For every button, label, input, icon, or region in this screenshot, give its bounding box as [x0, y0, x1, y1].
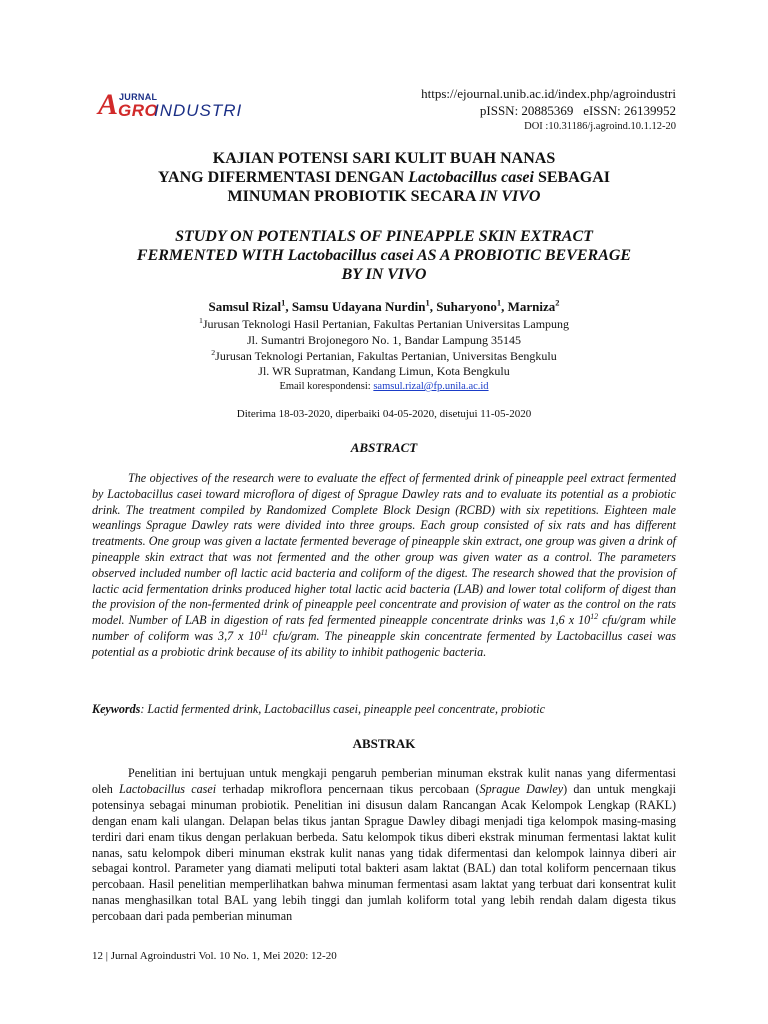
affiliations: [60, 317, 708, 380]
pissn: pISSN: 20885369: [479, 103, 574, 118]
author-affiliation-mark: 1: [425, 297, 430, 308]
affiliation-1: [60, 317, 708, 333]
title-id-in-vivo: IN VIVO: [479, 188, 541, 205]
abstrak-heading: ABSTRAK: [352, 736, 416, 751]
affiliation-2-mark: 2: [211, 347, 216, 357]
author-affiliation-mark: 2: [555, 297, 560, 308]
author-list: [60, 298, 708, 315]
title-id-line3: [60, 187, 708, 206]
title-id-species: Lactobacillus casei: [408, 169, 534, 186]
author-affiliation-mark: 1: [281, 297, 286, 308]
abstrak-body: [92, 766, 676, 925]
journal-header-info: [421, 85, 676, 134]
abstract-exponent-2: 11: [260, 627, 268, 637]
abstract-heading: ABSTRACT: [350, 440, 418, 455]
submission-dates: Diterima 18-03-2020, diperbaiki 04-05-2020, disetujui 11-05-2020: [236, 408, 532, 420]
journal-logo: [98, 84, 288, 128]
logo-jurnal-text: JURNAL: [119, 92, 158, 102]
eissn: eISSN: 26139952: [583, 103, 676, 118]
author-separator: ,: [285, 299, 292, 314]
journal-url[interactable]: https://ejournal.unib.ac.id/index.php/agroindustri: [421, 86, 676, 101]
keywords-label: Keywords: [92, 702, 141, 716]
keywords-text: : Lactid fermented drink, Lactobacillus casei, pineapple peel concentrate, probiotic: [140, 702, 545, 716]
email-label: Email korespondensi:: [279, 381, 374, 392]
title-en-line2: [60, 246, 708, 265]
affiliation-2-address: Jl. WR Supratman, Kandang Limun, Kota Bengkulu: [258, 364, 510, 379]
affiliation-1-mark: 1: [198, 316, 203, 325]
abstrak-text-part1: Penelitian ini bertujuan untuk mengkaji pengaruh pemberian minuman ekstrak kulit nanas yang difermentasi oleh: [92, 766, 676, 796]
title-id-line2-post: SEBAGAI: [533, 169, 611, 186]
title-indonesian: [60, 149, 708, 206]
affiliation-2-line1: Jurusan Teknologi Pertanian, Fakultas Pertanian, Universitas Bengkulu: [215, 348, 557, 363]
title-id-line3-pre: MINUMAN PROBIOTIK SECARA: [227, 188, 480, 205]
abstract-body: [92, 471, 676, 661]
affiliation-1-line1: Jurusan Teknologi Hasil Pertanian, Fakultas Pertanian Universitas Lampung: [202, 317, 570, 331]
keywords: [92, 702, 676, 717]
title-en-species: Lactobacillus casei: [287, 247, 414, 264]
author-name: Marniza: [507, 299, 556, 314]
title-en-line2-post: AS A PROBIOTIC BEVERAGE: [413, 247, 632, 264]
affiliation-2: [60, 349, 708, 365]
logo-gro-text: GRO: [118, 101, 159, 120]
title-id-line1: KAJIAN POTENSI SARI KULIT BUAH NANAS: [212, 150, 556, 167]
abstrak-text-part2: terhadap mikroflora pencernaan tikus percobaan (: [216, 781, 480, 796]
doi: DOI :10.31186/j.agroind.10.1.12-20: [524, 121, 676, 132]
page-footer: 12 | Jurnal Agroindustri Vol. 10 No. 1, Mei 2020: 12-20: [92, 950, 337, 962]
author-name: Suharyono: [436, 299, 497, 314]
abstract-text-part2: cfu/gram while number of coliform was 3,7 x 10: [92, 613, 676, 643]
author-separator: ,: [429, 299, 437, 314]
author-affiliation-mark: 1: [496, 297, 502, 308]
email-link[interactable]: samsul.rizal@fp.unila.ac.id: [373, 381, 489, 392]
abstract-text-part3: cfu/gram. The pineapple skin concentrate fermented by Lactobacillus casei was potential as a probiotic drink because of its ability to inhibit pathogenic bacteria.: [92, 628, 676, 659]
abstrak-text-part3: ) dan untuk mengkaji potensinya sebagai minuman probiotik. Penelitian ini disusun dalam Rancangan Acak Kelompok Lengkap (RAKL) dengan enam kali ulangan. Delapan belas tikus jantan Sprague Dawley dibagi menjadi tiga kelompok masing-masing terdiri dari enam tikus dengan perlakuan berbeda. Satu kelompok tikus diberi ekstrak minuman fermentasi laktat kulit nanas, satu kelompok diberi minuman ekstrak kulit nanas yang tidak difermentasi dan kelompok lainnya diberi air sebagai kontrol. Parameter yang diamati meliputi total bakteri asam laktat (BAL) dan total koliform pencernaan tikus percobaan. Hasil penelitian memperlihatkan bahwa minuman fermentasi asam laktat yang terbuat dari konsentrat kulit nanas menghasilkan total BAL yang lebih tinggi dan jumlah koliform total yang lebih rendah dalam digesta tikus percobaan dari pada pemberian minuman: [92, 781, 676, 924]
title-id-line2-pre: YANG DIFERMENTASI DENGAN: [157, 169, 409, 186]
abstract-text-part1: The objectives of the research were to evaluate the effect of fermented drink of pineapple peel extract fermented by Lactobacillus casei toward microflora of digest of Sprague Dawley rats and to evaluate its potential as a probiotic drink. The treatment compiled by Randomized Complete Block Design (RCBD) with six repetitions. Eighteen male weanlings Sprague Dawley rats were divided into three groups. Each group consisted of six rats and has different treatments. One group was given a lactate fermented beverage of pineapple skin extract, one group was given a drink of pineapple skin extract that was not fermented and the other group was given water as a control. The parameters observed included number ofl lactic acid bacteria and coliform of the digest. The research showed that the provision of lactic acid fermentation drinks produced higher total lactic acid bacteria (LAB) and lower total coliform of digest than the provision of the non-fermented drink of pineapple peel concentrate and provision of water as the control on the rats model. Number of LAB in digestion of rats fed fermented pineapple concentrate drinks was 1,6 x 10: [92, 471, 676, 628]
author-name: Samsul Rizal: [208, 299, 282, 314]
title-english: [60, 227, 708, 284]
title-id-line2: [60, 168, 708, 187]
title-en-line3: BY IN VIVO: [341, 266, 427, 283]
correspondence-email: [60, 380, 708, 393]
author-name: Samsu Udayana Nurdin: [291, 299, 426, 314]
logo-letter-a: A: [98, 88, 119, 121]
abstrak-species: Lactobacillus casei: [119, 781, 217, 796]
title-en-line2-pre: FERMENTED WITH: [136, 247, 288, 264]
title-en-line1: STUDY ON POTENTIALS OF PINEAPPLE SKIN EXTRACT: [175, 228, 593, 245]
logo-industri-text: INDUSTRI: [154, 101, 243, 120]
author-separator: ,: [501, 299, 508, 314]
issn-line: [421, 102, 676, 119]
abstract-exponent-1: 12: [590, 612, 599, 622]
affiliation-1-address: Jl. Sumantri Brojonegoro No. 1, Bandar Lampung 35145: [247, 332, 521, 347]
abstrak-rat-strain: Sprague Dawley: [479, 781, 564, 796]
